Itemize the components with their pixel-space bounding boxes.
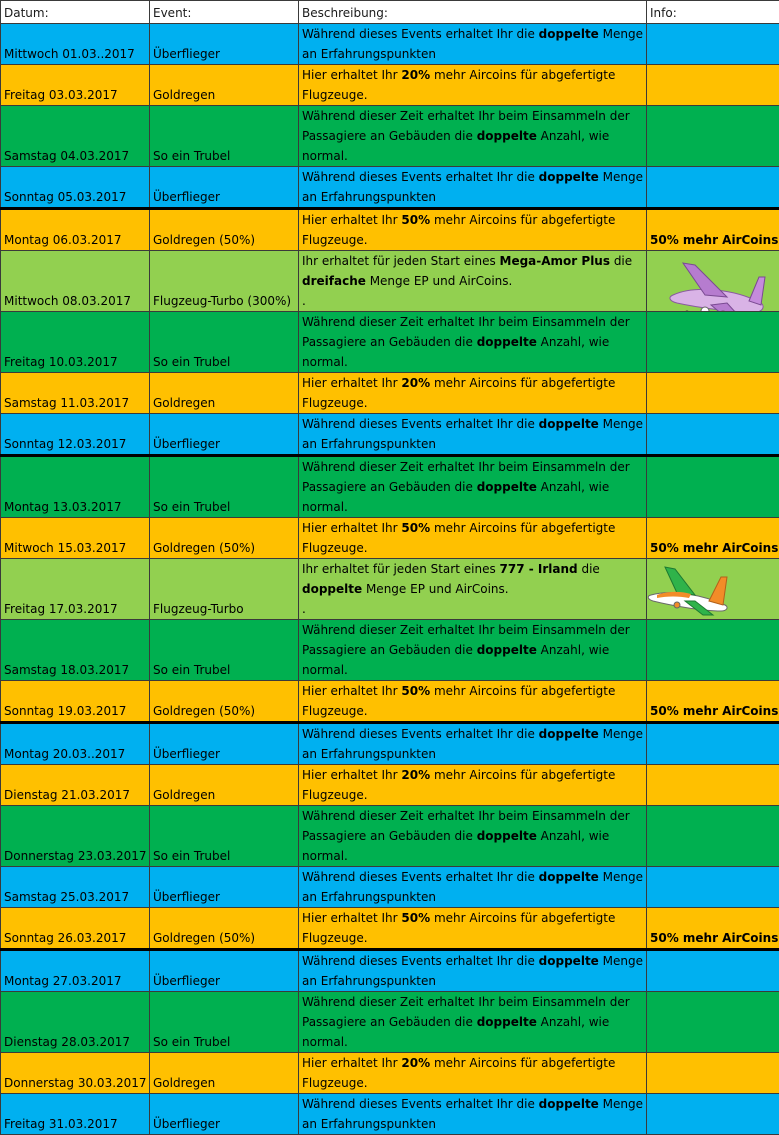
cell-event: Überflieger: [150, 1094, 299, 1135]
cell-date: Montag 27.03.2017: [1, 950, 150, 992]
cell-info: [647, 456, 779, 518]
cell-date: Donnerstag 23.03.2017: [1, 806, 150, 867]
cell-date: Freitag 10.03.2017: [1, 312, 150, 373]
cell-description: Hier erhaltet Ihr 50% mehr Aircoins für abgefertigte Flugzeuge.: [299, 518, 647, 559]
cell-event: Goldregen: [150, 65, 299, 106]
cell-info: [647, 167, 779, 209]
cell-info: [647, 723, 779, 765]
cell-info: 50% mehr AirCoins: [647, 908, 779, 950]
event-row: [1, 559, 779, 620]
cell-date: Donnerstag 30.03.2017: [1, 1053, 150, 1094]
event-row: [1, 24, 779, 65]
cell-description: Während dieser Zeit erhaltet Ihr beim Einsammeln der Passagiere an Gebäuden die doppelte Anzahl, wie normal.: [299, 806, 647, 867]
event-row: [1, 209, 779, 251]
cell-info: [647, 251, 779, 312]
event-row: [1, 765, 779, 806]
event-row: [1, 106, 779, 167]
cell-description: Hier erhaltet Ihr 50% mehr Aircoins für abgefertigte Flugzeuge.: [299, 209, 647, 251]
cell-event: Überflieger: [150, 414, 299, 456]
cell-event: Überflieger: [150, 723, 299, 765]
cell-description: Ihr erhaltet für jeden Start eines Mega-Amor Plus die dreifache Menge EP und AirCoins. .: [299, 251, 647, 312]
header-event: Event:: [150, 1, 299, 24]
cell-description: Während dieses Events erhaltet Ihr die doppelte Menge an Erfahrungspunkten: [299, 723, 647, 765]
cell-description: Hier erhaltet Ihr 50% mehr Aircoins für abgefertigte Flugzeuge.: [299, 908, 647, 950]
cell-description: Während dieses Events erhaltet Ihr die doppelte Menge an Erfahrungspunkten: [299, 414, 647, 456]
cell-info: 50% mehr AirCoins: [647, 518, 779, 559]
cell-info: 50% mehr AirCoins: [647, 209, 779, 251]
cell-event: Goldregen: [150, 765, 299, 806]
cell-info: [647, 620, 779, 681]
cell-info: [647, 1094, 779, 1135]
cell-date: Montag 20.03..2017: [1, 723, 150, 765]
cell-info: [647, 806, 779, 867]
cell-date: Sonntag 12.03.2017: [1, 414, 150, 456]
header-date: Datum:: [1, 1, 150, 24]
cell-event: Überflieger: [150, 24, 299, 65]
cell-description: Während dieses Events erhaltet Ihr die doppelte Menge an Erfahrungspunkten: [299, 950, 647, 992]
cell-date: Samstag 18.03.2017: [1, 620, 150, 681]
cell-info: [647, 765, 779, 806]
cell-description: Hier erhaltet Ihr 20% mehr Aircoins für abgefertigte Flugzeuge.: [299, 373, 647, 414]
cell-description: Während dieses Events erhaltet Ihr die doppelte Menge an Erfahrungspunkten: [299, 167, 647, 209]
event-row: [1, 806, 779, 867]
cell-info: [647, 950, 779, 992]
header-info: Info:: [647, 1, 779, 24]
cell-description: Hier erhaltet Ihr 20% mehr Aircoins für abgefertigte Flugzeuge.: [299, 1053, 647, 1094]
cell-description: Während dieser Zeit erhaltet Ihr beim Einsammeln der Passagiere an Gebäuden die doppelte Anzahl, wie normal.: [299, 456, 647, 518]
cell-event: Überflieger: [150, 950, 299, 992]
plane-green-orange-icon: [647, 561, 731, 617]
event-row: [1, 65, 779, 106]
cell-date: Dienstag 28.03.2017: [1, 992, 150, 1053]
cell-description: Während dieser Zeit erhaltet Ihr beim Einsammeln der Passagiere an Gebäuden die doppelte Anzahl, wie normal.: [299, 312, 647, 373]
event-row: [1, 251, 779, 312]
cell-info: [647, 106, 779, 167]
cell-date: Mittwoch 01.03..2017: [1, 24, 150, 65]
cell-event: So ein Trubel: [150, 992, 299, 1053]
event-row: [1, 867, 779, 908]
cell-description: Während dieser Zeit erhaltet Ihr beim Einsammeln der Passagiere an Gebäuden die doppelte Anzahl, wie normal.: [299, 620, 647, 681]
cell-description: Hier erhaltet Ihr 50% mehr Aircoins für abgefertigte Flugzeuge.: [299, 681, 647, 723]
cell-date: Samstag 11.03.2017: [1, 373, 150, 414]
cell-description: Während dieses Events erhaltet Ihr die doppelte Menge an Erfahrungspunkten: [299, 1094, 647, 1135]
cell-info: [647, 373, 779, 414]
event-row: [1, 1053, 779, 1094]
cell-date: Montag 06.03.2017: [1, 209, 150, 251]
cell-date: Samstag 25.03.2017: [1, 867, 150, 908]
cell-description: Während dieser Zeit erhaltet Ihr beim Einsammeln der Passagiere an Gebäuden die doppelte Anzahl, wie normal.: [299, 992, 647, 1053]
header-row: [1, 1, 779, 24]
cell-date: Dienstag 21.03.2017: [1, 765, 150, 806]
cell-info: [647, 24, 779, 65]
event-row: [1, 681, 779, 723]
event-row: [1, 1094, 779, 1135]
cell-event: So ein Trubel: [150, 456, 299, 518]
cell-description: Hier erhaltet Ihr 20% mehr Aircoins für abgefertigte Flugzeuge.: [299, 65, 647, 106]
cell-description: Ihr erhaltet für jeden Start eines 777 - Irland die doppelte Menge EP und AirCoins. .: [299, 559, 647, 620]
cell-info: [647, 992, 779, 1053]
cell-date: Freitag 17.03.2017: [1, 559, 150, 620]
cell-date: Sonntag 19.03.2017: [1, 681, 150, 723]
event-row: [1, 373, 779, 414]
event-row: [1, 518, 779, 559]
event-row: [1, 908, 779, 950]
event-row: [1, 950, 779, 992]
cell-description: Während dieses Events erhaltet Ihr die doppelte Menge an Erfahrungspunkten: [299, 867, 647, 908]
cell-date: Mittwoch 08.03.2017: [1, 251, 150, 312]
cell-info: [647, 559, 779, 620]
event-row: [1, 167, 779, 209]
event-row: [1, 992, 779, 1053]
cell-event: Goldregen (50%): [150, 518, 299, 559]
cell-date: Montag 13.03.2017: [1, 456, 150, 518]
cell-date: Freitag 31.03.2017: [1, 1094, 150, 1135]
cell-event: Goldregen: [150, 373, 299, 414]
cell-event: Goldregen: [150, 1053, 299, 1094]
cell-info: [647, 65, 779, 106]
cell-event: So ein Trubel: [150, 620, 299, 681]
cell-description: Während dieser Zeit erhaltet Ihr beim Einsammeln der Passagiere an Gebäuden die doppelte Anzahl, wie normal.: [299, 106, 647, 167]
cell-event: Flugzeug-Turbo: [150, 559, 299, 620]
cell-info: [647, 312, 779, 373]
event-row: [1, 456, 779, 518]
header-description: Beschreibung:: [299, 1, 647, 24]
cell-event: Überflieger: [150, 867, 299, 908]
cell-info: 50% mehr AirCoins: [647, 681, 779, 723]
plane-pink-icon: [665, 255, 769, 312]
cell-event: So ein Trubel: [150, 806, 299, 867]
event-row: [1, 620, 779, 681]
event-row: [1, 312, 779, 373]
cell-event: Flugzeug-Turbo (300%): [150, 251, 299, 312]
cell-event: Goldregen (50%): [150, 681, 299, 723]
cell-date: Sonntag 26.03.2017: [1, 908, 150, 950]
event-row: [1, 414, 779, 456]
cell-description: Während dieses Events erhaltet Ihr die doppelte Menge an Erfahrungspunkten: [299, 24, 647, 65]
cell-info: [647, 867, 779, 908]
cell-event: So ein Trubel: [150, 312, 299, 373]
cell-event: Überflieger: [150, 167, 299, 209]
cell-event: Goldregen (50%): [150, 209, 299, 251]
cell-date: Sonntag 05.03.2017: [1, 167, 150, 209]
cell-event: So ein Trubel: [150, 106, 299, 167]
cell-date: Samstag 04.03.2017: [1, 106, 150, 167]
cell-date: Freitag 03.03.2017: [1, 65, 150, 106]
cell-date: Mitwoch 15.03.2017: [1, 518, 150, 559]
cell-info: [647, 414, 779, 456]
event-row: [1, 723, 779, 765]
cell-info: [647, 1053, 779, 1094]
cell-event: Goldregen (50%): [150, 908, 299, 950]
cell-description: Hier erhaltet Ihr 20% mehr Aircoins für abgefertigte Flugzeuge.: [299, 765, 647, 806]
